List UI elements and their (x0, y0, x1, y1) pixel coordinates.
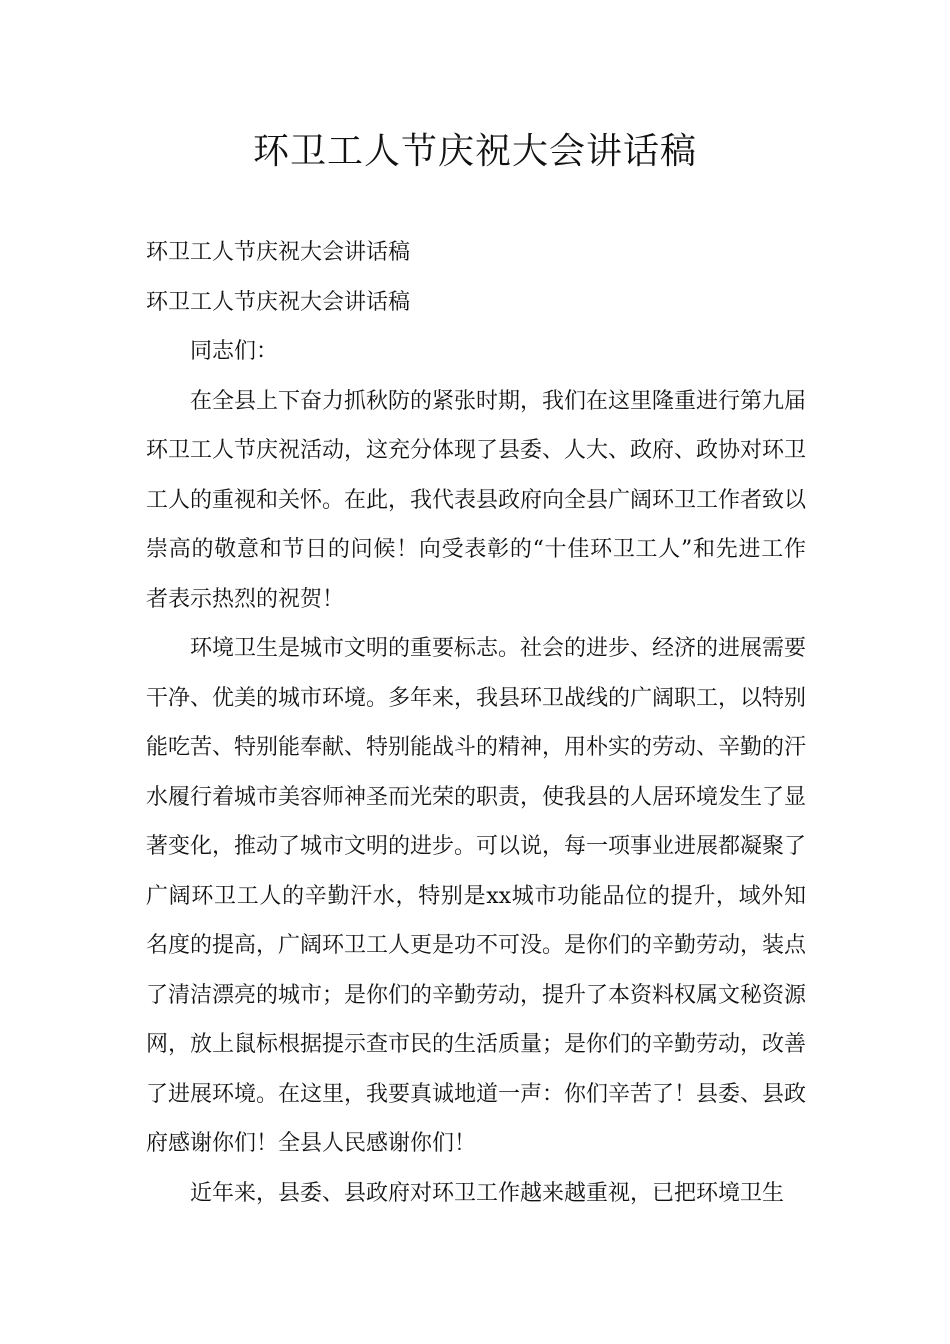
paragraph-2: 环境卫生是城市文明的重要标志。社会的进步、经济的进展需要干净、优美的城市环境。多年来，我县环卫战线的广阔职工，以特别能吃苦、特别能奉献、特别能战斗的精神，用朴实的劳动、辛勤的汗水履行着城市美容师神圣而光荣的职责，使我县的人居环境发生了显著变化，推动了城市文明的进步。可以说，每一项事业进展都凝聚了广阔环卫工人的辛勤汗水，特别是xx城市功能品位的提升，域外知名度的提高，广阔环卫工人更是功不可没。是你们的辛勤劳动，装点了清洁漂亮的城市；是你们的辛勤劳动，提升了本资料权属文秘资源网，放上鼠标根据提示查市民的生活质量；是你们的辛勤劳动，改善了进展环境。在这里，我要真诚地道一声：你们辛苦了！县委、县政府感谢你们！全县人民感谢你们！ (146, 636, 807, 1156)
subtitle-line-1: 环卫工人节庆祝大会讲话稿 (146, 240, 411, 265)
salutation: 同志们： (190, 339, 279, 364)
paragraph-1: 在全县上下奋力抓秋防的紧张时期，我们在这里隆重进行第九届环卫工人节庆祝活动，这充分体现了县委、人大、政府、政协对环卫工人的重视和关怀。在此，我代表县政府向全县广阔环卫工作者致以崇高的敬意和节日的问候！向受表彰的“十佳环卫工人”和先进工作者表示热烈的祝贺！ (146, 388, 807, 612)
paragraph-3: 近年来，县委、县政府对环卫工作越来越重视，已把环境卫生 (190, 1180, 785, 1206)
document-body (146, 228, 806, 1218)
document-title: 环卫工人节庆祝大会讲话稿 (252, 131, 697, 172)
subtitle-line-2: 环卫工人节庆祝大会讲话稿 (146, 289, 411, 315)
